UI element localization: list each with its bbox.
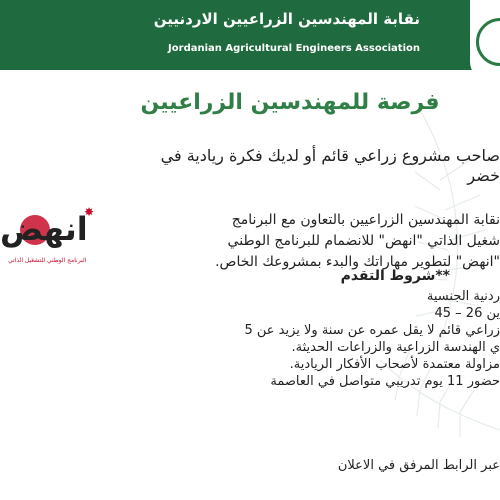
requirement-item: ي الهندسة الزراعية والزراعات الحديثة.	[291, 340, 500, 355]
requirement-item: ين 26 – 45	[434, 306, 500, 321]
association-title-english: Jordanian Agricultural Engineers Association	[168, 43, 420, 54]
requirement-item: حضور 11 يوم تدريبي متواصل في العاصمة	[270, 374, 500, 389]
partner-name: انهض	[0, 210, 88, 248]
requirements-heading: **شروط التقدم	[340, 268, 450, 284]
requirement-item: ردنية الجنسية	[426, 289, 500, 304]
association-logo-icon	[470, 0, 500, 80]
partner-logo	[0, 205, 112, 295]
header-bar	[0, 0, 500, 70]
body-text	[160, 210, 500, 273]
page-title: فرصة للمهندسين الزراعيين	[140, 90, 440, 115]
body-line: شغيل الذاتي "انهض" للانضمام للبرنامج الوطني	[227, 233, 500, 249]
logo-ring	[476, 18, 500, 66]
association-title-arabic: نقابة المهندسين الزراعيين الاردنيين	[153, 10, 420, 28]
star-icon: ✸	[84, 205, 95, 219]
intro-text	[80, 146, 500, 186]
intro-line: خضر	[467, 166, 500, 185]
requirements-list	[244, 288, 500, 390]
requirement-item: زراعي قائم لا يقل عمره عن سنة ولا يزيد عن 5	[244, 323, 500, 338]
body-line: "انهض" لتطوير مهاراتك والبدء بمشروعك الخاص.	[215, 254, 500, 270]
partner-tagline: البرنامج الوطني للتشغيل الذاتي	[8, 257, 87, 264]
requirement-item: مزاولة معتمدة لأصحاب الأفكار الريادية.	[289, 357, 500, 372]
body-line: نقابة المهندسين الزراعيين بالتعاون مع البرنامج	[231, 212, 500, 228]
intro-line: صاحب مشروع زراعي قائم أو لديك فكرة ريادية في	[160, 146, 500, 165]
footer-note: عبر الرابط المرفق في الاعلان	[337, 458, 500, 473]
